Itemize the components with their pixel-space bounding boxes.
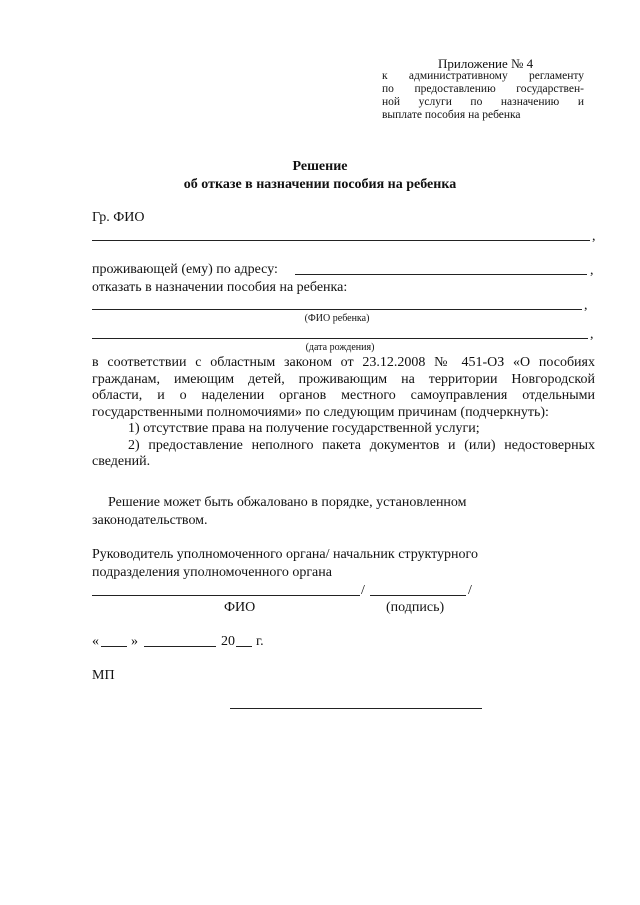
fio-caption: ФИО <box>224 600 256 615</box>
child-name-line <box>92 309 582 310</box>
address-label: проживающей (ему) по адресу: <box>92 262 278 277</box>
head-title-continuation: подразделения уполномоченного органа <box>92 565 332 580</box>
appendix-line: по предоставлению государствен- <box>382 83 584 95</box>
appendix-line: к административному регламенту <box>382 70 584 82</box>
date-day-line <box>101 646 127 647</box>
child-name-caption: (ФИО ребенка) <box>304 313 370 324</box>
fio-signature-line <box>92 595 360 596</box>
refuse-label: отказать в назначении пособия на ребенка: <box>92 280 348 295</box>
date-year-suffix: г. <box>256 634 264 649</box>
citizen-label: Гр. ФИО <box>92 210 145 225</box>
birth-date-line <box>92 338 588 339</box>
comma: , <box>590 327 594 342</box>
appendix-reference <box>382 70 584 122</box>
seal-label: МП <box>92 668 115 683</box>
reason-1: 1) отсутствие права на получение государственной услуги; <box>128 421 480 436</box>
appeal-text: Решение может быть обжаловано в порядке, установленном <box>108 495 467 510</box>
seal-signature-line <box>230 708 482 709</box>
appendix-title: Приложение № 4 <box>438 56 534 71</box>
reason-2-continuation: сведений. <box>92 454 151 469</box>
appendix-line: выплате пособия на ребенка <box>382 109 521 121</box>
signature-line <box>370 595 466 596</box>
address-line <box>295 274 587 275</box>
comma: , <box>592 229 596 244</box>
slash: / <box>361 583 365 598</box>
law-line: государственными полномочиями» по следующим причинам (подчеркнуть): <box>92 404 549 420</box>
reason-2: 2) предоставление неполного пакета документов и (или) недостоверных <box>128 437 595 453</box>
date-year-prefix: 20 <box>221 634 235 649</box>
law-paragraph <box>92 355 595 471</box>
comma: , <box>584 298 588 313</box>
appeal-text-continuation: законодательством. <box>92 513 208 528</box>
date-close-quote: » <box>131 634 138 649</box>
decision-title: Решение <box>292 159 348 174</box>
law-line: гражданам, имеющим детей, проживающим на территории Новгородской <box>92 371 595 387</box>
sign-caption: (подпись) <box>386 600 445 615</box>
date-open-quote: « <box>92 634 99 649</box>
birth-date-caption: (дата рождения) <box>305 342 375 353</box>
law-line: в соответствии с областным законом от 23.12.2008 № 451-ОЗ «О пособиях <box>92 355 595 370</box>
decision-subtitle: об отказе в назначении пособия на ребенка <box>183 177 457 192</box>
comma: , <box>590 263 594 278</box>
date-year-line <box>236 646 252 647</box>
citizen-name-line <box>92 240 590 241</box>
slash: / <box>468 583 472 598</box>
head-title: Руководитель уполномоченного органа/ начальник структурного <box>92 547 478 562</box>
appendix-line: ной услуги по назначению и <box>382 96 584 108</box>
date-month-line <box>144 646 216 647</box>
law-line: области, и о наделении органов местного самоуправления отдельными <box>92 388 595 403</box>
